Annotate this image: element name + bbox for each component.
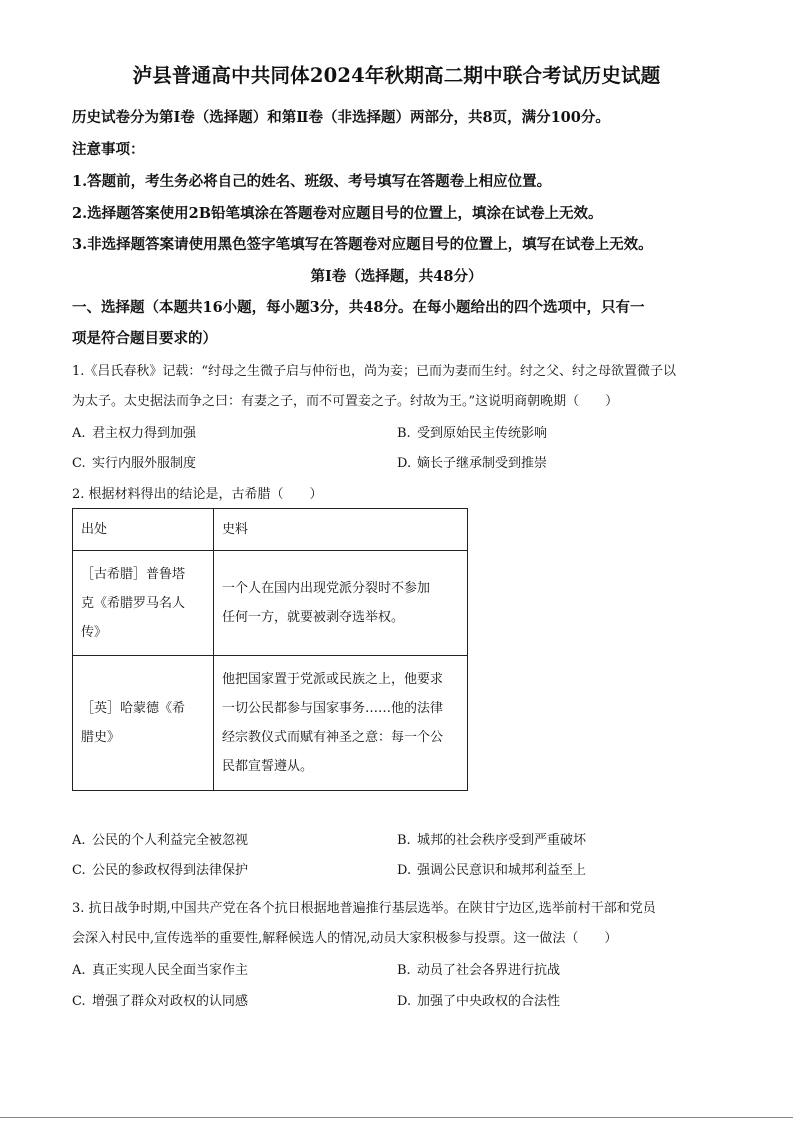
q3-option-c[interactable]: C. 增强了群众对政权的认同感 [72, 994, 249, 1009]
q1-stem-line2: 为太子。太史据法而争之曰：有妻之子，而不可置妾之子。纣故为王。”这说明商朝晚期（ ） [72, 394, 619, 409]
table-cell-text: 一个人在国内出现党派分裂时不参加 任何一方，就要被剥夺选举权。 [214, 551, 468, 656]
table-cell-text: 他把国家置于党派或民族之上，他要求 一切公民都参与国家事务……他的法律 经宗教仪式而赋有神圣之意：每一个公 民都宣誓遵从。 [214, 656, 468, 791]
q2-option-a[interactable]: A. 公民的个人利益完全被忽视 [72, 833, 249, 848]
q1-option-b[interactable]: B. 受到原始民主传统影响 [397, 426, 548, 441]
intro-line: 历史试卷分为第Ⅰ卷（选择题）和第Ⅱ卷（非选择题）两部分，共8页，满分100分。 [72, 109, 610, 126]
q1-stem-line1: 1.《吕氏春秋》记载：“纣母之生微子启与仲衍也，尚为妾；已而为妻而生纣。纣之父、纣之母欲置微子以 [72, 364, 677, 379]
note-2: 2.选择题答案使用2B铅笔填涂在答题卷对应题目号的位置上，填涂在试卷上无效。 [72, 205, 603, 222]
table-row [73, 551, 468, 656]
table-cell-source: ［古希腊］普鲁塔 克《希腊罗马名人 传》 [73, 551, 214, 656]
note-3: 3.非选择题答案请使用黑色签字笔填写在答题卷对应题目号的位置上，填写在试卷上无效。 [72, 236, 653, 253]
q1-option-d[interactable]: D. 嫡长子继承制受到推崇 [397, 456, 548, 471]
table-cell-source: ［英］哈蒙德《希 腊史》 [73, 656, 214, 791]
q2-option-c[interactable]: C. 公民的参政权得到法律保护 [72, 863, 249, 878]
table-row [73, 656, 468, 791]
q3-option-a[interactable]: A. 真正实现人民全面当家作主 [72, 963, 249, 978]
q3-option-b[interactable]: B. 动员了社会各界进行抗战 [397, 963, 561, 978]
q1-option-a[interactable]: A. 君主权力得到加强 [72, 426, 197, 441]
q3-stem-line2: 会深入村民中,宣传选举的重要性,解释候选人的情况,动员大家积极参与投票。这一做法（ ） [72, 931, 618, 946]
notes-heading: 注意事项： [72, 141, 145, 158]
q2-option-b[interactable]: B. 城邦的社会秩序受到严重破坏 [397, 833, 587, 848]
q3-option-d[interactable]: D. 加强了中央政权的合法性 [397, 994, 561, 1009]
q1-option-c[interactable]: C. 实行内服外服制度 [72, 456, 197, 471]
q2-stem: 2. 根据材料得出的结论是，古希腊（ ） [72, 487, 323, 502]
note-1: 1.答题前，考生务必将自己的姓名、班级、考号填写在答题卷上相应位置。 [72, 173, 552, 190]
q3-stem-line1: 3. 抗日战争时期,中国共产党在各个抗日根据地普遍推行基层选举。在陕甘宁边区,选举前村干部和党员 [72, 901, 656, 916]
table-header-row [73, 509, 468, 551]
table-header-source: 出处 [73, 509, 214, 551]
section-instructions-1: 一、选择题（本题共16小题，每小题3分，共48分。在每小题给出的四个选项中，只有一 [72, 299, 645, 316]
q2-source-table [72, 508, 468, 791]
section-instructions-2: 项是符合题目要求的） [72, 330, 217, 347]
section-heading: 第Ⅰ卷（选择题，共48分） [310, 268, 483, 285]
q2-option-d[interactable]: D. 强调公民意识和城邦利益至上 [397, 863, 587, 878]
page-bottom-divider [0, 1117, 793, 1118]
table-header-text: 史料 [214, 509, 468, 551]
exam-title: 泸县普通高中共同体2024年秋期高二期中联合考试历史试题 [132, 64, 661, 87]
